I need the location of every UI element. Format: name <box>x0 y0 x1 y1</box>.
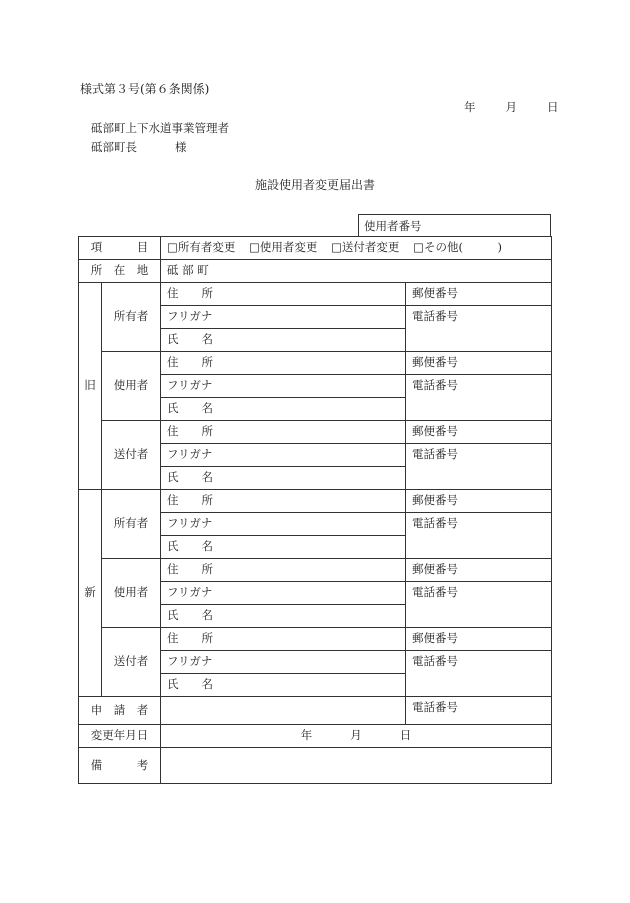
old-user-furigana[interactable]: フリガナ <box>161 375 406 398</box>
form-table <box>78 236 552 784</box>
old-user-address[interactable]: 住 所 <box>161 352 406 375</box>
old-owner-furigana[interactable]: フリガナ <box>161 306 406 329</box>
item-options <box>161 237 552 260</box>
old-owner-name[interactable]: 氏 名 <box>161 329 406 352</box>
new-sender-address[interactable]: 住 所 <box>161 628 406 651</box>
new-sender-postal[interactable]: 郵便番号 <box>406 628 552 651</box>
new-user-postal[interactable]: 郵便番号 <box>406 559 552 582</box>
date-month-label: 月 <box>505 100 517 114</box>
option-owner-change[interactable]: □所有者変更 <box>167 240 236 255</box>
document-title: 施設使用者変更届出書 <box>254 178 375 192</box>
new-sender-phone[interactable]: 電話番号 <box>406 651 552 697</box>
submission-date <box>464 99 559 115</box>
addressee-line-1: 砥部町上下水道事業管理者 <box>91 121 229 135</box>
option-user-change[interactable]: □使用者変更 <box>249 240 318 255</box>
change-date-label: 変更年月日 <box>79 725 161 748</box>
option-sender-change[interactable]: □送付者変更 <box>331 240 400 255</box>
old-sender-furigana[interactable]: フリガナ <box>161 444 406 467</box>
applicant-label: 申 請 者 <box>79 697 161 725</box>
date-year-label: 年 <box>464 100 476 114</box>
location-label: 所 在 地 <box>79 260 161 283</box>
new-section-label: 新 <box>79 490 102 697</box>
location-row <box>79 260 552 283</box>
new-user-furigana[interactable]: フリガナ <box>161 582 406 605</box>
old-sender-postal[interactable]: 郵便番号 <box>406 421 552 444</box>
new-sender-name[interactable]: 氏 名 <box>161 674 406 697</box>
old-user-phone[interactable]: 電話番号 <box>406 375 552 421</box>
new-owner-label: 所有者 <box>102 490 161 559</box>
old-owner-phone[interactable]: 電話番号 <box>406 306 552 352</box>
option-other[interactable]: □その他( ) <box>413 240 502 255</box>
new-owner-phone[interactable]: 電話番号 <box>406 513 552 559</box>
remarks-value[interactable] <box>161 748 552 784</box>
location-value[interactable]: 砥 部 町 <box>161 260 552 283</box>
addressee-line-2 <box>91 139 187 155</box>
addressee-mayor: 砥部町長 <box>91 140 137 154</box>
old-user-name[interactable]: 氏 名 <box>161 398 406 421</box>
new-user-label: 使用者 <box>102 559 161 628</box>
new-owner-name[interactable]: 氏 名 <box>161 536 406 559</box>
new-owner-postal[interactable]: 郵便番号 <box>406 490 552 513</box>
new-sender-label: 送付者 <box>102 628 161 697</box>
user-number-label: 使用者番号 <box>364 219 422 233</box>
change-date-year: 年 <box>300 728 313 743</box>
old-user-postal[interactable]: 郵便番号 <box>406 352 552 375</box>
new-user-address[interactable]: 住 所 <box>161 559 406 582</box>
remarks-label: 備 考 <box>79 748 161 784</box>
remarks-row <box>79 748 552 784</box>
old-user-label: 使用者 <box>102 352 161 421</box>
applicant-value[interactable] <box>161 697 406 725</box>
user-number-field[interactable] <box>358 214 551 237</box>
honorific: 様 <box>175 140 187 154</box>
change-date-value[interactable] <box>161 725 552 748</box>
old-sender-name[interactable]: 氏 名 <box>161 467 406 490</box>
item-label: 項 目 <box>79 237 161 260</box>
old-owner-label: 所有者 <box>102 283 161 352</box>
old-sender-label: 送付者 <box>102 421 161 490</box>
form-number: 様式第３号(第６条関係) <box>80 82 210 96</box>
applicant-row <box>79 697 552 725</box>
change-date-month: 月 <box>350 728 362 743</box>
new-sender-furigana[interactable]: フリガナ <box>161 651 406 674</box>
change-date-day: 日 <box>399 728 412 743</box>
date-day-label: 日 <box>547 100 559 114</box>
old-owner-address[interactable]: 住 所 <box>161 283 406 306</box>
applicant-phone[interactable]: 電話番号 <box>406 697 552 725</box>
change-date-row <box>79 725 552 748</box>
new-user-phone[interactable]: 電話番号 <box>406 582 552 628</box>
new-owner-furigana[interactable]: フリガナ <box>161 513 406 536</box>
old-sender-phone[interactable]: 電話番号 <box>406 444 552 490</box>
old-sender-address[interactable]: 住 所 <box>161 421 406 444</box>
new-user-name[interactable]: 氏 名 <box>161 605 406 628</box>
new-owner-address[interactable]: 住 所 <box>161 490 406 513</box>
old-section-label: 旧 <box>79 283 102 490</box>
item-row <box>79 237 552 260</box>
old-owner-postal[interactable]: 郵便番号 <box>406 283 552 306</box>
